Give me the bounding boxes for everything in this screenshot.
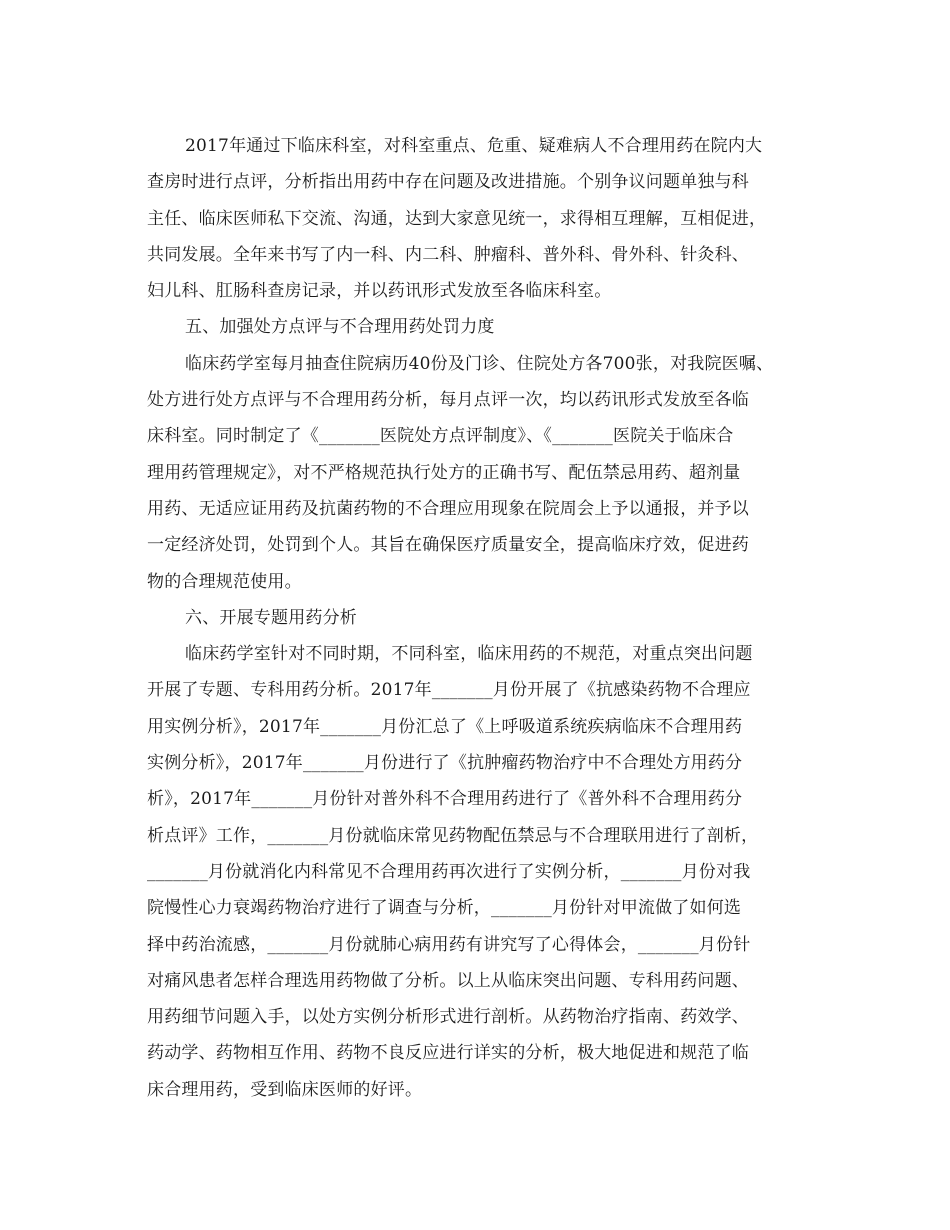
text-line: 用药细节问题入手，以处方实例分析形式进行剖析。从药物治疗指南、药效学、 <box>147 1007 749 1028</box>
text-line: 六、开展专题用药分析 <box>185 607 357 628</box>
text-line: 析》，2017年_______月份针对普外科不合理用药进行了《普外科不合理用药分 <box>147 789 743 810</box>
text-line: 药动学、药物相互作用、药物不良反应进行详实的分析，极大地促进和规范了临 <box>147 1043 749 1064</box>
text-line: 物的合理规范使用。 <box>147 571 302 592</box>
text-line: 五、加强处方点评与不合理用药处罚力度 <box>185 317 495 338</box>
text-line: 床科室。同时制定了《_______医院处方点评制度》、《_______医院关于临床合 <box>147 426 734 447</box>
text-line: 床合理用药，受到临床医师的好评。 <box>147 1079 423 1100</box>
text-line: 用药、无适应证用药及抗菌药物的不合理应用现象在院周会上予以通报，并予以 <box>147 498 749 519</box>
text-line: 对痛风患者怎样合理选用药物做了分析。以上从临床突出问题、专科用药问题、 <box>147 970 749 991</box>
text-line: 2017年通过下临床科室，对科室重点、危重、疑难病人不合理用药在院内大 <box>185 136 763 156</box>
text-line: 临床药学室针对不同时期，不同科室，临床用药的不规范，对重点突出问题 <box>185 644 753 665</box>
text-line: 开展了专题、专科用药分析。2017年_______月份开展了《抗感染药物不合理应 <box>147 680 751 701</box>
text-line: 用实例分析》，2017年_______月份汇总了《上呼吸道系统疾病临床不合理用药 <box>147 716 743 737</box>
text-line: 一定经济处罚，处罚到个人。其旨在确保医疗质量安全，提高临床疗效，促进药 <box>147 535 749 556</box>
text-line: 院慢性心力衰竭药物治疗进行了调查与分析，_______月份针对甲流做了如何选 <box>147 898 742 919</box>
text-line: 理用药管理规定》，对不严格规范执行处方的正确书写、配伍禁忌用药、超剂量 <box>147 462 741 483</box>
text-line: 妇儿科、肛肠科查房记录，并以药讯形式发放至各临床科室。 <box>147 281 612 302</box>
text-line: 析点评》工作，_______月份就临床常见药物配伍禁忌与不合理联用进行了剖析， <box>147 825 759 846</box>
text-line: _______月份就消化内科常见不合理用药再次进行了实例分析，_______月份对我 <box>147 861 751 882</box>
text-line: 实例分析》，2017年_______月份进行了《抗肿瘤药物治疗中不合理处方用药分 <box>147 753 743 774</box>
document-body <box>147 128 807 1108</box>
text-line: 查房时进行点评，分析指出用药中存在问题及改进措施。个别争议问题单独与科 <box>147 172 749 193</box>
text-line: 共同发展。全年来书写了内一科、内二科、肿瘤科、普外科、骨外科、针灸科、 <box>147 244 749 265</box>
text-line: 主任、临床医师私下交流、沟通，达到大家意见统一，求得相互理解，互相促进， <box>147 208 767 229</box>
text-line: 择中药治流感，_______月份就肺心病用药有讲究写了心得体会，_______月份针 <box>147 934 751 955</box>
text-line: 处方进行处方点评与不合理用药分析，每月点评一次，均以药讯形式发放至各临 <box>147 390 749 411</box>
text-line: 临床药学室每月抽查住院病历40份及门诊、住院处方各700张，对我院医嘱、 <box>185 353 774 374</box>
